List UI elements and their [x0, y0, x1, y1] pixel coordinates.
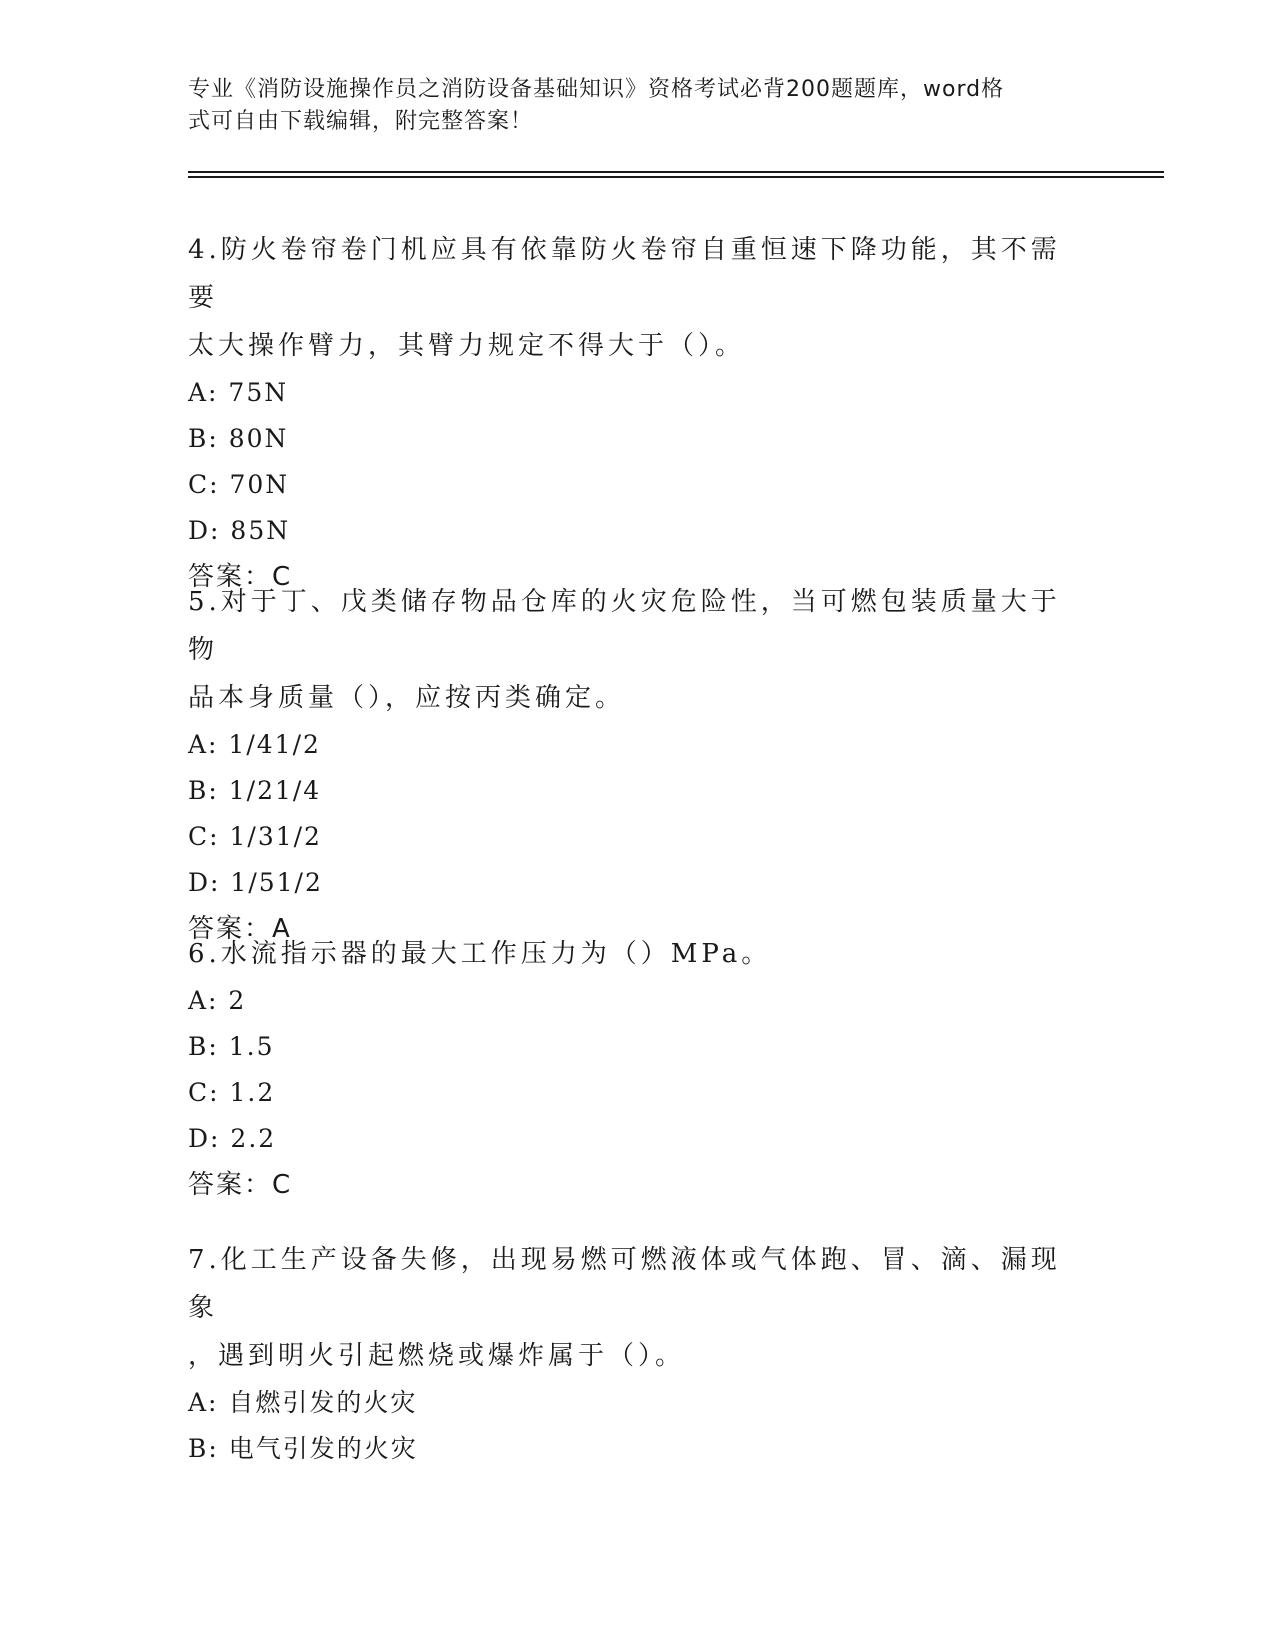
option-c: C: 1/31/2 — [188, 822, 322, 851]
answer: 答案：C — [188, 562, 293, 592]
option-a: A: 2 — [188, 986, 247, 1015]
question-stem-line: 品本身质量（），应按丙类确定。 — [188, 683, 626, 713]
question-stem-line: 6.水流指示器的最大工作压力为（）MPa。 — [188, 939, 772, 969]
answer: 答案：A — [188, 914, 292, 944]
option-d: D: 2.2 — [188, 1124, 277, 1153]
header-divider-bottom — [188, 176, 1164, 178]
question-stem-line: 太大操作臂力，其臂力规定不得大于（）。 — [188, 331, 746, 361]
header-divider-top — [188, 171, 1164, 173]
question-7 — [188, 1236, 1068, 1472]
option-a: A: 自燃引发的火灾 — [188, 1388, 418, 1417]
option-b: B: 1/21/4 — [188, 776, 322, 805]
option-b: B: 1.5 — [188, 1032, 275, 1061]
option-b: B: 80N — [188, 424, 289, 453]
question-stem-line: 4.防火卷帘卷门机应具有依靠防火卷帘自重恒速下降功能，其不需要 — [188, 235, 1061, 313]
header-title-line-1: 专业《消防设施操作员之消防设备基础知识》资格考试必背200题题库，word格 — [188, 77, 1005, 102]
answer: 答案：C — [188, 1170, 293, 1200]
option-a: A: 1/41/2 — [188, 730, 321, 759]
question-6 — [188, 930, 1068, 1208]
question-stem-line: 7.化工生产设备失修，出现易燃可燃液体或气体跑、冒、滴、漏现象 — [188, 1245, 1061, 1323]
option-d: D: 85N — [188, 516, 291, 545]
option-b: B: 电气引发的火灾 — [188, 1434, 418, 1463]
option-d: D: 1/51/2 — [188, 868, 323, 897]
option-c: C: 70N — [188, 470, 290, 499]
header-title-line-2: 式可自由下载编辑，附完整答案！ — [188, 109, 534, 134]
question-4 — [188, 226, 1068, 600]
option-c: C: 1.2 — [188, 1078, 276, 1107]
question-5 — [188, 578, 1068, 952]
question-stem-line: ，遇到明火引起燃烧或爆炸属于（）。 — [188, 1341, 686, 1371]
option-a: A: 75N — [188, 378, 289, 407]
document-header — [188, 74, 1068, 138]
question-stem-line: 5.对于丁、戊类储存物品仓库的火灾危险性，当可燃包装质量大于物 — [188, 587, 1061, 665]
